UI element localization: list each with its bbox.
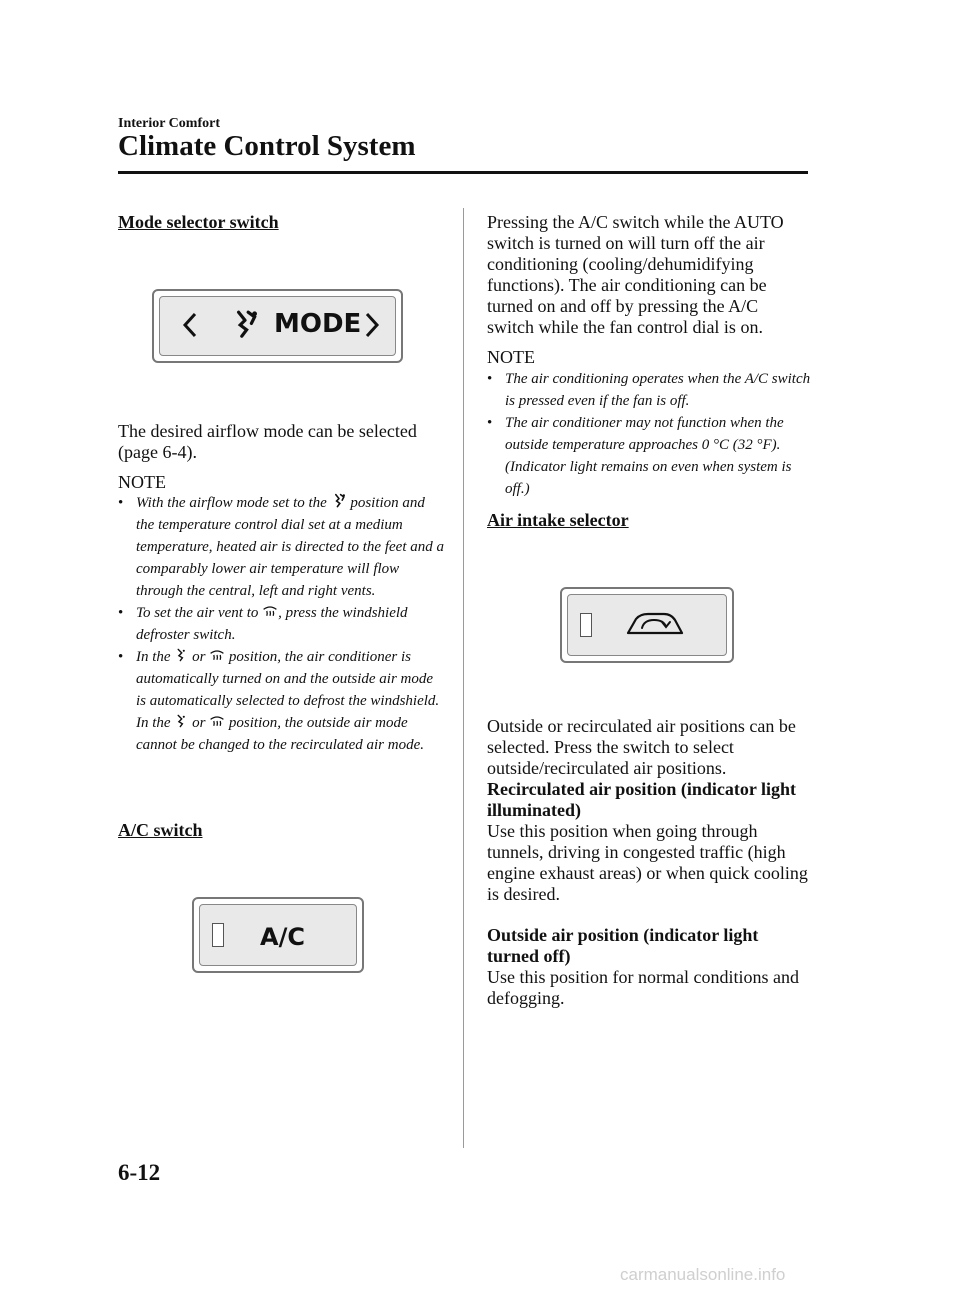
- mode-note-item-1: • With the airflow mode set to the position and the temperature control dial set at a medium temperature, heated air is directed to the feet and a comparably lower air temperature will flow through the central, left and right vents.: [118, 492, 444, 602]
- defroster-icon: [209, 713, 225, 729]
- air-intake-body: Outside or recirculated air positions can be selected. Press the switch to select outside/recirculated air positions.: [487, 716, 796, 778]
- indicator-light: [580, 613, 592, 637]
- defroster-icon: [262, 603, 278, 619]
- air-intake-heading: Air intake selector: [487, 510, 629, 530]
- column-divider: [463, 208, 464, 1148]
- mode-selector-body: The desired airflow mode can be selected (page 6-4).: [118, 421, 417, 462]
- ac-note-item-1: • The air conditioning operates when the A/C switch is pressed even if the fan is off.: [487, 368, 812, 412]
- recirculated-body: Use this position when going through tunnels, driving in congested traffic (high engine exhaust areas) or when quick cooling is desired.: [487, 821, 808, 904]
- foot-face-mode-icon: [228, 309, 262, 341]
- mode-selector-heading: Mode selector switch: [118, 212, 279, 232]
- section-label: Interior Comfort: [118, 116, 220, 131]
- defroster-icon: [209, 647, 225, 663]
- mode-note-item-2: • To set the air vent to , press the windshield defroster switch.: [118, 602, 444, 646]
- page-number: 6-12: [118, 1160, 161, 1185]
- mode-switch-label: MODE: [274, 309, 362, 339]
- indicator-light: [212, 923, 224, 947]
- air-intake-switch-illustration: [560, 587, 734, 663]
- outside-air-body: Use this position for normal conditions and defogging.: [487, 967, 799, 1008]
- ac-body: Pressing the A/C switch while the AUTO switch is turned on will turn off the air conditioning (cooling/dehumidifying functions). The air conditioning can be turned on and off by pressing the A/C switch while the fan control dial is on.: [487, 212, 784, 337]
- outside-air-heading: Outside air position (indicator light turned off): [487, 925, 759, 966]
- ac-note-label: NOTE: [487, 347, 535, 367]
- mode-note-label: NOTE: [118, 472, 166, 492]
- ac-note-list: [487, 368, 812, 500]
- ac-switch-label: A/C: [260, 923, 305, 951]
- watermark: carmanualsonline.info: [620, 1265, 786, 1284]
- mode-note-item-3: • In the or position, the air conditioner is automatically turned on and the outside air mode is automatically selected to defrost the windshield. In the or position, the outside air mode cannot be changed to the recirculated air mode.: [118, 646, 444, 756]
- mode-switch-illustration: [152, 289, 403, 363]
- ac-switch-heading: A/C switch: [118, 820, 203, 840]
- foot-mode-icon: [174, 713, 188, 729]
- ac-switch-illustration: [192, 897, 364, 973]
- ac-note-item-2: • The air conditioner may not function when the outside temperature approaches 0 °C (32 °F). (Indicator light remains on even when system is off.): [487, 412, 812, 500]
- recirculation-car-icon: [624, 609, 686, 641]
- page-title: Climate Control System: [118, 130, 416, 162]
- chevron-right-icon: [364, 311, 380, 339]
- title-divider: [118, 171, 808, 174]
- mode-note-list: [118, 492, 444, 756]
- chevron-left-icon: [182, 311, 198, 339]
- recirculated-heading: Recirculated air position (indicator light illuminated): [487, 779, 796, 820]
- foot-face-mode-icon: [331, 493, 347, 509]
- foot-mode-icon: [174, 647, 188, 663]
